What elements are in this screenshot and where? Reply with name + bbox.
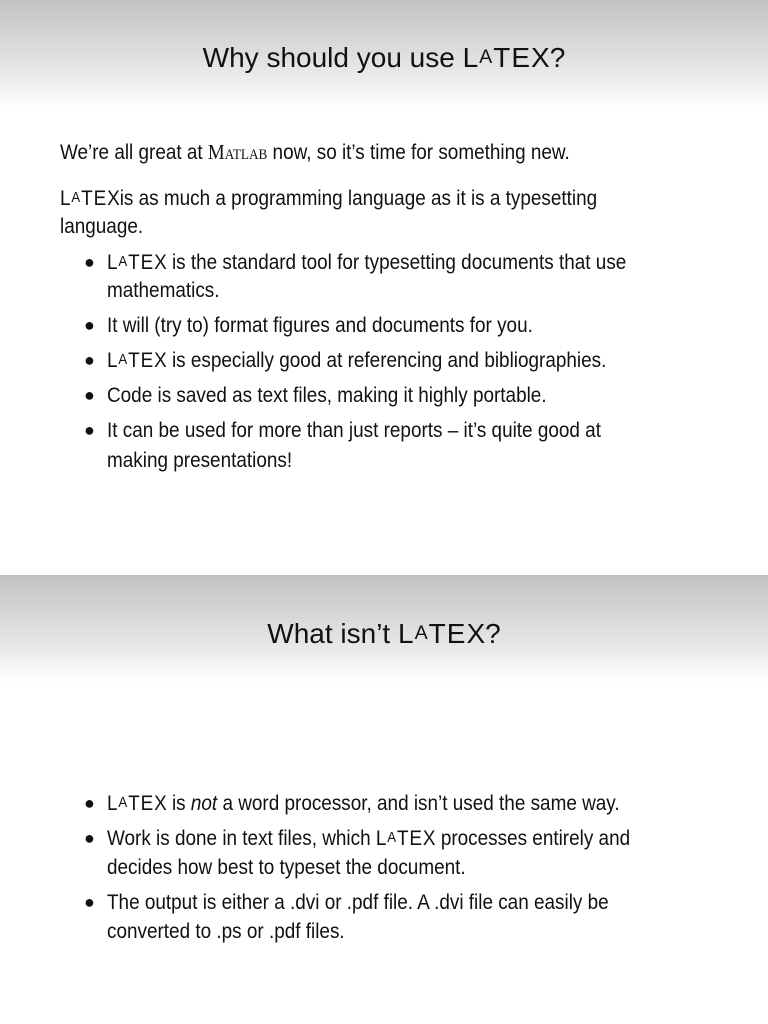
slide-title: [0, 40, 768, 75]
bullet-icon: ●: [84, 420, 95, 440]
latex-logo: LATEX: [60, 186, 120, 210]
text: now, so it’s time for something new.: [267, 140, 570, 164]
title-text: ?: [549, 41, 566, 73]
latex-logo: LATEX: [375, 826, 436, 850]
slide-what-isnt-latex: [0, 575, 768, 1024]
text: Work is done in text files, which: [107, 826, 376, 850]
text: is especially good at referencing and bibliographies.: [166, 348, 607, 372]
bullet-icon: ●: [84, 828, 95, 848]
paragraph-continued: language.: [60, 214, 144, 238]
bullet-icon: ●: [84, 793, 95, 813]
text: is as much a programming language as it is a typesetting: [119, 186, 598, 210]
latex-logo: LATEX: [462, 41, 550, 73]
bullet-icon: ●: [84, 385, 95, 405]
title-text: What isn’t: [267, 617, 398, 649]
text: a word processor, and isn’t used the same way.: [217, 791, 620, 815]
bullet-icon: ●: [84, 252, 95, 272]
emphasis: not: [190, 791, 218, 815]
text: is: [166, 791, 191, 815]
list-item: It will (try to) format figures and documents for you.: [107, 313, 533, 337]
bullet-icon: ●: [84, 315, 95, 335]
intro-paragraph: [60, 138, 570, 166]
list-item-continued: converted to .ps or .pdf files.: [107, 919, 345, 943]
bullet-icon: ●: [84, 892, 95, 912]
matlab-name: Matlab: [207, 140, 268, 164]
slide-title: [0, 616, 768, 651]
latex-logo: LATEX: [107, 348, 167, 372]
list-item-continued: decides how best to typeset the document.: [107, 855, 466, 879]
latex-logo: LATEX: [397, 617, 486, 649]
text: processes entirely and: [435, 826, 631, 850]
list-item-continued: making presentations!: [107, 448, 293, 472]
latex-logo: LATEX: [107, 250, 167, 274]
list-item: [107, 248, 626, 276]
list-item: [107, 789, 620, 817]
paragraph: [60, 184, 597, 212]
text: is the standard tool for typesetting documents that use: [166, 250, 627, 274]
list-item: It can be used for more than just reports – it’s quite good at: [107, 418, 601, 442]
latex-logo: LATEX: [107, 791, 167, 815]
title-text: ?: [485, 617, 501, 649]
list-item: [107, 824, 630, 852]
list-item: The output is either a .dvi or .pdf file. A .dvi file can easily be: [107, 890, 609, 914]
text: We’re all great at: [60, 140, 208, 164]
list-item: Code is saved as text files, making it highly portable.: [107, 383, 547, 407]
list-item-continued: mathematics.: [107, 278, 220, 302]
list-item: [107, 346, 606, 374]
bullet-icon: ●: [84, 350, 95, 370]
title-text: Why should you use: [202, 41, 463, 73]
